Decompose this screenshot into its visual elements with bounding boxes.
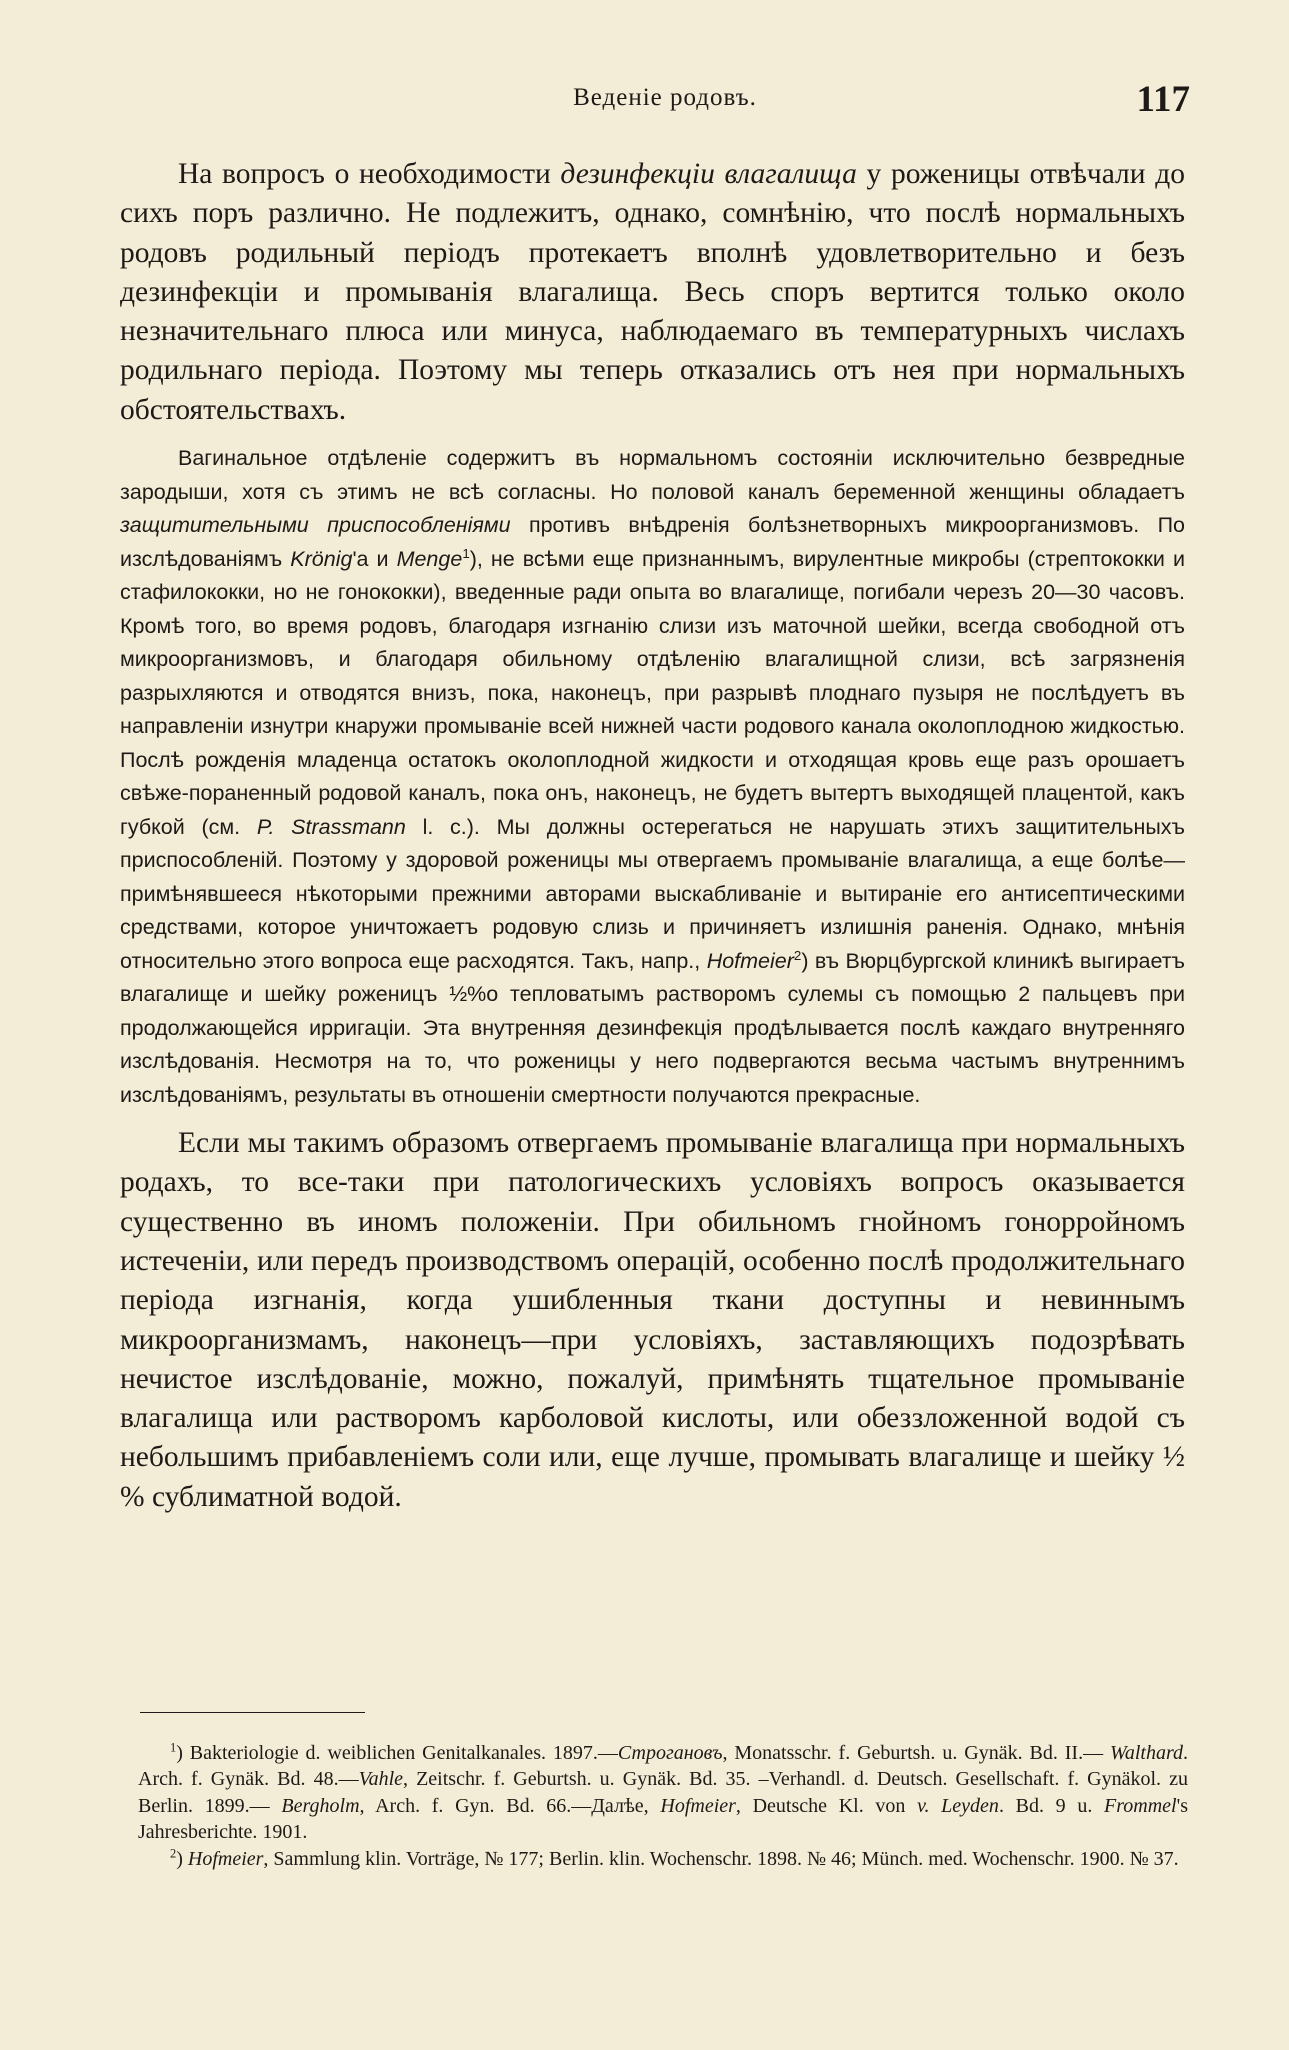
author-name: Bergholm	[281, 1794, 360, 1817]
author-name: Hofmeier	[660, 1794, 736, 1817]
text-run: )	[176, 1847, 188, 1870]
paragraph-vaginal-secretion	[120, 442, 1185, 1112]
author-name: Hofmeier	[706, 948, 794, 973]
fraction: ½ %	[120, 1441, 1185, 1513]
text-run: 's Jahresberichte. 1901.	[138, 1794, 1188, 1844]
footnote-divider	[140, 1712, 365, 1713]
footnote-ref-1: 1	[462, 545, 470, 561]
text-run: Вагинальное отдѣленiе содержитъ въ нормальномъ состоянiи исключительно безвредные зародыши, хотя съ этимъ не всѣ согласны. Но половой каналъ беременной женщины обладаетъ	[120, 446, 1185, 504]
footnote-marker: 2	[170, 1845, 177, 1860]
author-name: P. Strassmann	[256, 814, 406, 839]
running-title: Веденiе родовъ.	[573, 84, 757, 111]
text-run: сублиматной водой.	[144, 1480, 402, 1513]
fraction: ½%	[449, 982, 487, 1007]
author-name: Menge	[396, 546, 463, 571]
text-run: , Monatsschr. f. Geburtsh. u. Gynäk. Bd. II.—	[722, 1742, 1110, 1764]
text-run: о тепловатымъ растворомъ сулемы съ помощью 2 пальцевъ при продолжающейся ирригацiи. Эта внутренняя дезинфекцiя продѣлывается послѣ каждаго внутренняго изслѣдованiя. Несмотря на то, что роженицы у него подвергаются весьма частымъ внутреннимъ изслѣдованiямъ, результаты въ отношенiи смертности получаются прекрасные.	[120, 982, 1185, 1107]
emphasis-term: защитительными приспособленiями	[120, 513, 511, 538]
page-number: 117	[1136, 79, 1190, 120]
text-run: , Sammlung klin. Vorträge, № 177; Berlin. klin. Wochenschr. 1898. № 46; Münch. med. Wochenschr. 1900. № 37.	[263, 1847, 1179, 1870]
author-name: Строгановъ	[617, 1742, 723, 1764]
emphasis-term: дезинфекцiи влагалища	[560, 158, 857, 190]
text-run: у роженицы отвѣчали до сихъ поръ различно. Не подлежитъ, однако, сомнѣнiю, что послѣ нормальныхъ родовъ родильный перiодъ протекаетъ вполнѣ удовлетворительно и безъ дезинфекцiи и промыванiя влагалища. Весь споръ вертится только около незначительнаго плюса или минуса, наблюдаемаго въ температурныхъ числахъ родильнаго перiода. Поэтому мы теперь отказались отъ нея при нормальныхъ обстоятельствахъ.	[120, 158, 1185, 426]
author-name: Hofmeier	[187, 1847, 264, 1870]
text-run: Если мы такимъ образомъ отвергаемъ промыванiе влагалища при нормальныхъ родахъ, то все-таки при патологическихъ условiяхъ вопросъ оказывается существенно въ иномъ положенiи. При обильномъ гнойномъ гонорройномъ истеченiи, или передъ производствомъ операцiй, особенно послѣ продолжительнаго перiода изгнанiя, когда ушибленныя ткани доступны и невиннымъ микроорганизмамъ, наконецъ—при условiяхъ, заставляющихъ подозрѣвать нечистое изслѣдованiе, можно, пожалуй, примѣнять тщательное промыванiе влагалища или растворомъ карболовой кислоты, или обеззложенной водой съ небольшимъ прибавленiемъ соли или, еще лучше, промывать влагалище и шейку	[120, 1127, 1185, 1474]
author-name: v. Leyden	[917, 1794, 999, 1817]
text-run: , Deutsche Kl. von	[735, 1794, 918, 1817]
text-run: l. c.). Мы должны остерегаться не нарушать этихъ защитительныхъ приспособленiй. Поэтому у здоровой роженицы мы отвергаемъ промыванiе влагалища, а еще болѣе—примѣнявшееся нѣкоторыми прежними авторами выскабливанiе и вытиранiе его антисептическими средствами, которое уничтожаетъ родовую слизь и причиняетъ излишнiя раненiя. Однако, мнѣнiя относительно этого вопроса еще расходятся. Такъ, напр.,	[120, 814, 1185, 973]
text-run: , Arch. f. Gyn. Bd. 66.—Далѣе,	[359, 1794, 661, 1817]
paragraph-pathological	[120, 1124, 1185, 1517]
author-name: Krönig	[290, 546, 353, 571]
text-run: ) Bakteriologie d. weiblichen Genitalkanales. 1897.—	[176, 1742, 618, 1764]
footnote-2	[138, 1846, 1188, 1872]
footnote-ref-2: 2	[793, 947, 802, 963]
page-header	[140, 78, 1190, 128]
footnote-marker: 1	[170, 1740, 177, 1755]
text-run: На вопросъ о необходимости	[178, 158, 561, 190]
author-name: Walthard	[1110, 1742, 1183, 1764]
text-run: ), не всѣми еще признаннымъ, вирулентные микробы (стрептококки и стафилококки, но не гонококки), введенные ради опыта во влагалище, погибали черезъ 20—30 часовъ. Кромѣ того, во время родовъ, благодаря изгнанiю слизи изъ маточной шейки, всегда свободной отъ микроорганизмовъ, и благодаря обильному отдѣленiю влагалищной слизи, всѣ загрязненiя разрыхляются и отводятся внизъ, пока, наконецъ, при разрывѣ плоднаго пузыря не послѣдуетъ въ направленiи изнутри кнаружи промыванiе всей нижней части родового канала околоплодною жидкостью. Послѣ рожденiя младенца остатокъ околоплодной жидкости и отходящая кровь еще разъ орошаетъ свѣже-пораненный родовой каналъ, пока онъ, наконецъ, не будетъ вытертъ выходящей плацентой, какъ губкой (см.	[120, 546, 1185, 839]
footnote-1	[138, 1740, 1188, 1846]
body-text	[120, 155, 1185, 1517]
text-run: . Arch. f. Gynäk. Bd. 48.—	[138, 1742, 1188, 1791]
text-run: . Bd. 9 u.	[998, 1794, 1105, 1817]
text-run: противъ внѣдренiя болѣзнетворныхъ микроорганизмовъ. По изслѣдованiямъ	[120, 513, 1185, 571]
footnotes	[138, 1740, 1188, 1872]
paragraph-disinfection	[120, 155, 1185, 430]
text-run: 'а и	[352, 546, 397, 571]
author-name: Frommel	[1104, 1794, 1177, 1817]
text-run: , Zeitschr. f. Geburtsh. u. Gynäk. Bd. 35. –Verhandl. d. Deutsch. Gesellschaft. f. Gynäkol. zu Berlin. 1899.—	[138, 1768, 1188, 1817]
author-name: Vahle	[358, 1768, 404, 1791]
text-run: ) въ Вюрцбургской клиникѣ выгираетъ влагалище и шейку роженицъ	[120, 948, 1185, 1007]
